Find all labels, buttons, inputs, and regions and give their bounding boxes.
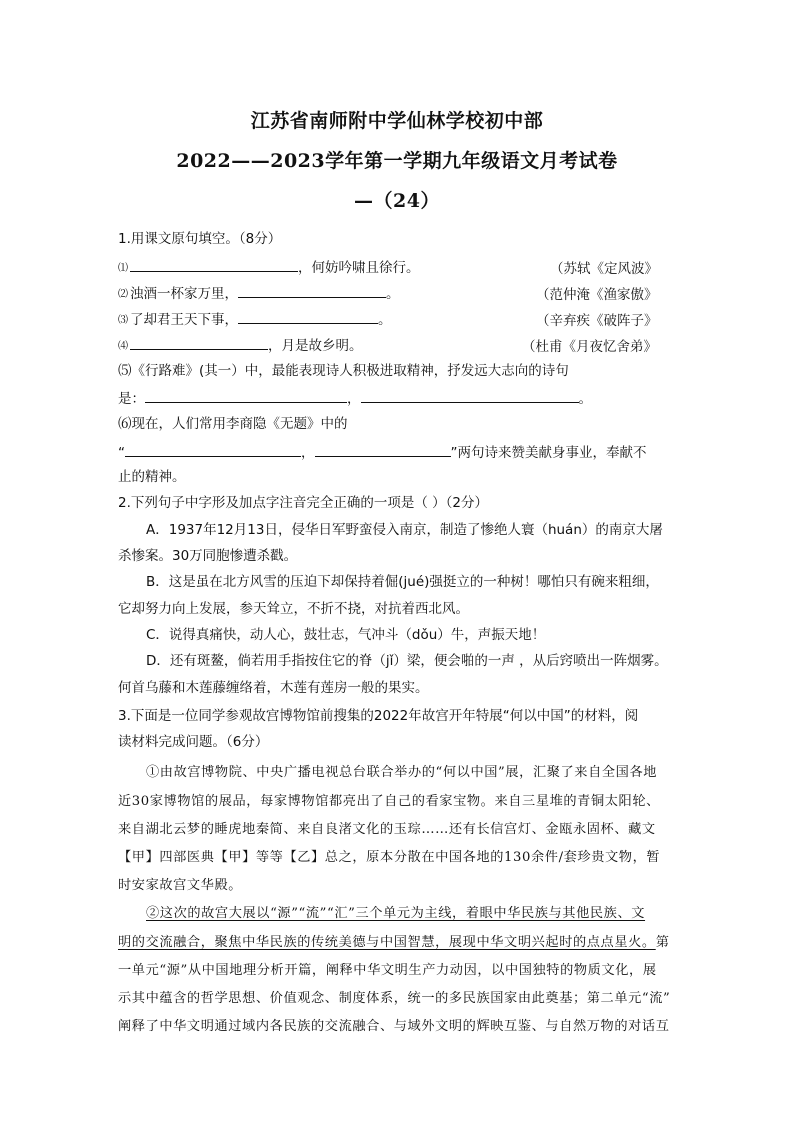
item-text: ，何妨吟啸且徐行。 (298, 260, 420, 276)
passage-p2-line5: 阐释了中华文明通过域内各民族的交流融合、与域外文明的辉映互鉴、与自然万物的对话互 (118, 1019, 670, 1034)
q2-option-a-line1: A．1937年12月13日，侵华日军野蛮侵入南京，制造了惨绝人寰（huán）的南京大屠 (146, 522, 663, 538)
passage-p2-line4: 示其中蕴含的哲学思想、价值观念、制度体系，统一的多民族国家由此奠基；第二单元“流” (118, 991, 671, 1006)
passage-p1-line3: 来自湖北云梦的睡虎地秦简、来自良渚文化的玉琮……还有长信宫灯、金瓯永固杯、藏文 (118, 822, 656, 837)
item-number: ⑷ (118, 341, 128, 352)
answer-blank[interactable] (238, 309, 378, 324)
item-number: ⑴ (118, 263, 128, 274)
item-text: 。 (578, 391, 592, 407)
q1-source-1: （苏轼《定风波》 (550, 261, 658, 277)
item-text: ”两句诗来赞美献身事业，奉献不 (450, 445, 647, 461)
item-text: ，月是故乡明。 (268, 338, 363, 354)
exam-title: 2022——2023学年第一学期九年级语文月考试卷 (176, 150, 618, 172)
q1-item-3 (118, 309, 392, 330)
passage-p1-line4: 【甲】四部医典【甲】等等【乙】总之，原本分散在中国各地的130余件/套珍贵文物，暂 (118, 850, 661, 865)
q1-item-2 (118, 283, 400, 304)
passage-p2-line2 (118, 931, 676, 950)
q1-item-5b (118, 388, 592, 408)
q2-option-a-line2: 杀惨案。30万同胞惨遭杀戳。 (118, 548, 298, 564)
item-text: ， (347, 391, 361, 407)
q1-item-6c: 止的精神。 (118, 469, 186, 485)
q2-option-d-line1: D．还有斑鳌，倘若用手指按住它的脊（jǐ）梁，便会啪的一声 ，从后窍喷出一阵烟雾。 (146, 653, 668, 669)
q3-stem-line1: 3.下面是一位同学参观故宫博物馆前搜集的2022年故宫开年特展“何以中国”的材料，阅 (118, 708, 639, 724)
item-number: ⑵ (118, 289, 128, 300)
item-text: 了却君王天下事， (130, 312, 238, 328)
q1-source-4: （杜甫《月夜忆舍弟》 (522, 339, 657, 355)
passage-p2-line3: 一单元“源”从中国地理分析开篇，阐释中华文明生产力动因，以中国独特的物质文化，展 (118, 963, 657, 978)
answer-blank[interactable] (315, 442, 451, 457)
q1-item-6a: ⑹现在，人们常用李商隐《无题》中的 (118, 416, 348, 432)
exam-number: —（24） (354, 190, 440, 212)
passage-text: 第 (655, 935, 670, 950)
answer-blank[interactable] (238, 283, 386, 298)
q1-item-1 (118, 257, 420, 278)
answer-blank[interactable] (130, 335, 268, 350)
item-text: ， (301, 445, 315, 461)
passage-p1-line1: ①由故宫博物院、中央广播电视总台联合举办的“何以中国”展，汇聚了来自全国各地 (146, 765, 658, 780)
q1-item-6b (118, 442, 647, 462)
item-text: 。 (378, 312, 392, 328)
item-text: 。 (386, 286, 400, 302)
q1-item-5a: ⑸《行路难》(其一）中，最能表现诗人积极进取精神，抒发远大志向的诗句 (118, 363, 569, 379)
item-text: 是： (118, 391, 145, 407)
passage-p2-line1: ②这次的故宫大展以“源”“流”“汇”三个单元为主线，着眼中华民族与其他民族、文 (146, 906, 646, 921)
answer-blank[interactable] (130, 257, 298, 272)
q1-stem: 1.用课文原句填空。（8分） (118, 231, 282, 247)
underlined-sentence: 明的交流融合，聚焦中华民族的传统美德与中国智慧，展现中华文明兴起时的点点星火。 (118, 935, 656, 950)
q2-option-b-line1: B．这是虽在北方风雪的压迫下却保持着倔(jué)强挺立的一种树！哪怕只有碗来粗细， (146, 574, 659, 590)
school-title: 江苏省南师附中学仙林学校初中部 (250, 110, 544, 132)
q2-option-c-line1: C．说得真痛快，动人心，鼓壮志，气冲斗（dǒu）牛，声振天地！ (146, 627, 546, 643)
answer-blank[interactable] (361, 388, 579, 403)
q3-stem-line2: 读材料完成问题。（6分） (118, 734, 269, 750)
q1-source-3: （辛弃疾《破阵子》 (536, 313, 658, 329)
passage-p1-line2: 近30家博物馆的展品，每家博物馆都亮出了自己的看家宝物。来自三星堆的青铜太阳轮、 (118, 794, 660, 809)
q1-source-2: （范仲淹《渔家傲》 (536, 287, 658, 303)
item-number: ⑶ (118, 315, 128, 326)
item-text: “ (118, 445, 125, 461)
answer-blank[interactable] (145, 388, 347, 403)
passage-p1-line5: 时安家故宫文华殿。 (118, 878, 243, 893)
item-text: 浊酒一杯家万里， (130, 286, 238, 302)
q2-option-d-line2: 何首乌藤和木莲藤缠络着，木莲有莲房一般的果实。 (118, 680, 429, 696)
q2-stem: 2.下列句子中字形及加点字注音完全正确的一项是（ ）（2分） (118, 495, 489, 511)
q1-item-4 (118, 335, 363, 356)
answer-blank[interactable] (125, 442, 301, 457)
q2-option-b-line2: 它却努力向上发展，参天耸立，不折不挠，对抗着西北风。 (118, 601, 469, 617)
